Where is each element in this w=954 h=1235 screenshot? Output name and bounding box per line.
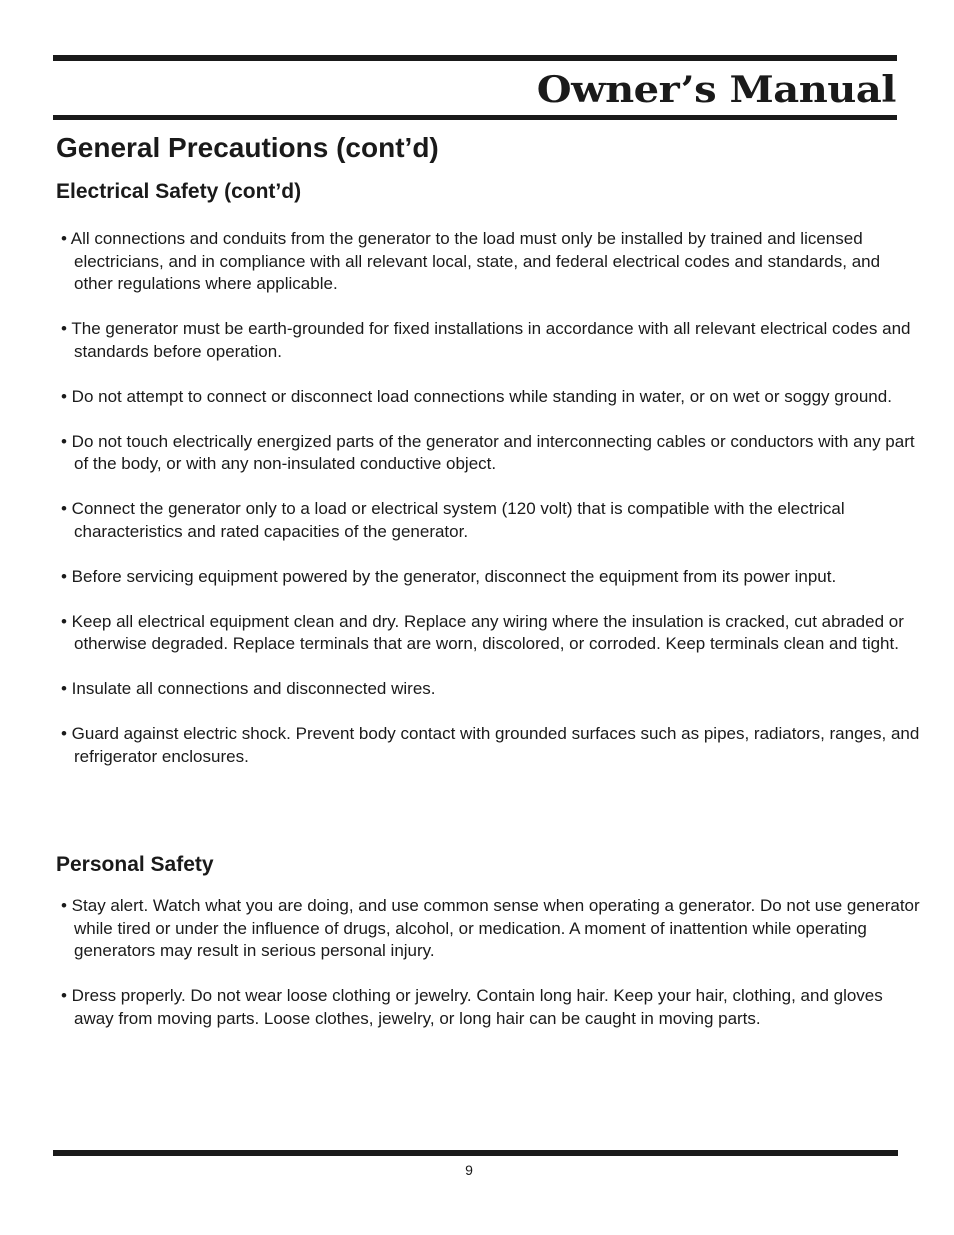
personal-safety-heading: Personal Safety	[56, 853, 214, 876]
footer-rule	[53, 1150, 898, 1156]
page-number: 9	[465, 1162, 473, 1178]
list-item: • Keep all electrical equipment clean and dry. Replace any wiring where the insulation is cracked, cut abraded or otherwise degraded. Replace terminals that are worn, discolored, or corroded. Keep terminals clean and tight.	[61, 611, 904, 653]
list-item: • Connect the generator only to a load or electrical system (120 volt) that is compatible with the electrical characteristics and rated capacities of the generator.	[61, 499, 845, 541]
list-item: • The generator must be earth-grounded for fixed installations in accordance with all relevant electrical codes and standards before operation.	[61, 319, 911, 361]
personal-safety-list	[61, 895, 923, 1030]
header-bottom-rule	[53, 115, 897, 120]
manual-title: Owner’s Manual	[536, 67, 896, 112]
list-item: • Dress properly. Do not wear loose clothing or jewelry. Contain long hair. Keep your hair, clothing, and gloves away from moving parts. Loose clothes, jewelry, or long hair can be caught in moving parts.	[61, 986, 883, 1028]
list-item: • Insulate all connections and disconnected wires.	[61, 679, 436, 698]
electrical-safety-list	[61, 228, 923, 768]
list-item: • Guard against electric shock. Prevent body contact with grounded surfaces such as pipes, radiators, ranges, and refrigerator enclosures.	[61, 724, 920, 766]
list-item: • Before servicing equipment powered by the generator, disconnect the equipment from its power input.	[61, 566, 837, 586]
list-item: • Do not touch electrically energized parts of the generator and interconnecting cables or conductors with any part of the body, or with any non-insulated conductive object.	[61, 431, 915, 473]
header-top-rule	[53, 55, 897, 61]
page-heading: General Precautions (cont’d)	[56, 132, 439, 163]
list-item: • All connections and conduits from the generator to the load must only be installed by trained and licensed electricians, and in compliance with all relevant local, state, and federal electrical codes and standards, and other regulations where applicable.	[61, 229, 881, 293]
electrical-safety-heading: Electrical Safety (cont’d)	[56, 180, 302, 203]
list-item: • Do not attempt to connect or disconnect load connections while standing in water, or on wet or soggy ground.	[61, 386, 892, 406]
list-item: • Stay alert. Watch what you are doing, and use common sense when operating a generator. Do not use generator while tired or under the influence of drugs, alcohol, or medication. A moment of inattention while operating generators may result in serious personal injury.	[61, 896, 920, 960]
